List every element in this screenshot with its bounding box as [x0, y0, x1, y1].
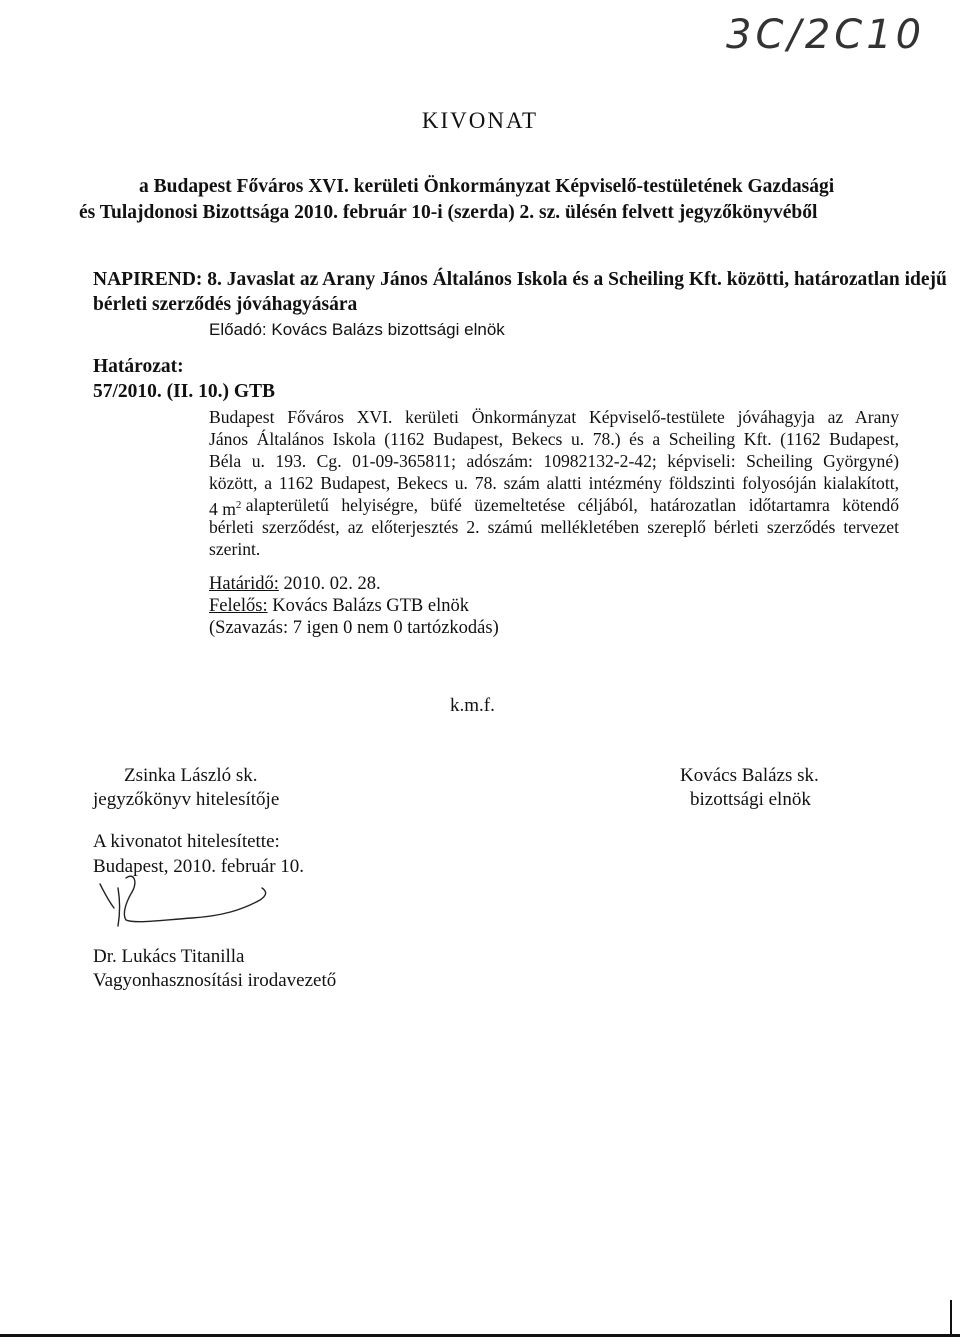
- scan-edge-line: [0, 1334, 960, 1337]
- certification-place-date: Budapest, 2010. február 10.: [93, 856, 305, 877]
- resolution-body-line-7: szerint.: [209, 539, 261, 559]
- resolution-body-line-5-text: alapterületű helyiségre, büfé üzemeltetése céljából, határozatlan időtartamra kötendő: [245, 495, 899, 515]
- resolution-body-line-3: Béla u. 193. Cg. 01-09-365811; adószám: 10982132-2-42; képviseli: Scheiling Györgyné): [209, 451, 899, 471]
- subtitle-line-2: és Tulajdonosi Bizottsága 2010. február 10-i (szerda) 2. sz. ülésén felvett jegyzőkönyvéből: [79, 202, 818, 223]
- deadline-label: Határidő:: [209, 574, 279, 594]
- area-unit-superscript: 2: [235, 499, 242, 511]
- certifier-role: Vagyonhasznosítási irodavezető: [93, 970, 337, 991]
- handwritten-file-number: 3C/2C10: [726, 12, 926, 58]
- resolution-body-line-1: Budapest Főváros XVI. kerületi Önkormányzat Képviselő-testülete jóváhagyja az Arany: [209, 407, 899, 427]
- resolution-body-line-2: János Általános Iskola (1162 Budapest, Bekecs u. 78.) és a Scheiling Kft. (1162 Budapest,: [209, 429, 899, 449]
- signatory-left-role: jegyzőkönyv hitelesítője: [93, 789, 280, 810]
- resolution-body-line-4: között, a 1162 Budapest, Bekecs u. 78. szám alatti intézmény földszinti folyosóján kialakított,: [209, 473, 899, 493]
- document-title: KIVONAT: [421, 108, 539, 133]
- certifier-name: Dr. Lukács Titanilla: [93, 946, 245, 967]
- handwritten-signature: [92, 870, 282, 940]
- deadline: [209, 574, 381, 595]
- scan-margin-mark: [950, 1300, 952, 1336]
- agenda-presenter: Előadó: Kovács Balázs bizottsági elnök: [209, 320, 505, 339]
- agenda-line-2: bérleti szerződés jóváhagyására: [93, 294, 358, 315]
- signatory-right-name: Kovács Balázs sk.: [680, 765, 819, 786]
- signatory-right-role: bizottsági elnök: [690, 789, 811, 810]
- area-value: 4 $m^2$: [209, 498, 242, 519]
- vote-result: (Szavazás: 7 igen 0 nem 0 tartózkodás): [209, 618, 499, 638]
- certification-label: A kivonatot hitelesítette:: [93, 831, 280, 852]
- deadline-value: 2010. 02. 28.: [283, 574, 381, 594]
- responsible-value: Kovács Balázs GTB elnök: [272, 596, 469, 616]
- resolution-body-line-6: bérleti szerződést, az előterjesztés 2. számú mellékletében szereplő bérleti szerződés tervezet: [209, 517, 899, 537]
- responsible-label: Felelős:: [209, 596, 268, 616]
- kmf: k.m.f.: [450, 695, 495, 716]
- responsible: [209, 596, 469, 617]
- subtitle-line-1: a Budapest Főváros XVI. kerületi Önkormányzat Képviselő-testületének Gazdasági: [139, 176, 835, 197]
- agenda-line-1: NAPIREND: 8. Javaslat az Arany János Általános Iskola és a Scheiling Kft. közötti, határozatlan idejű: [93, 269, 947, 290]
- resolution-heading: Határozat:: [93, 356, 184, 377]
- signatory-left-name: Zsinka László sk.: [124, 765, 258, 786]
- resolution-number: 57/2010. (II. 10.) GTB: [93, 381, 276, 402]
